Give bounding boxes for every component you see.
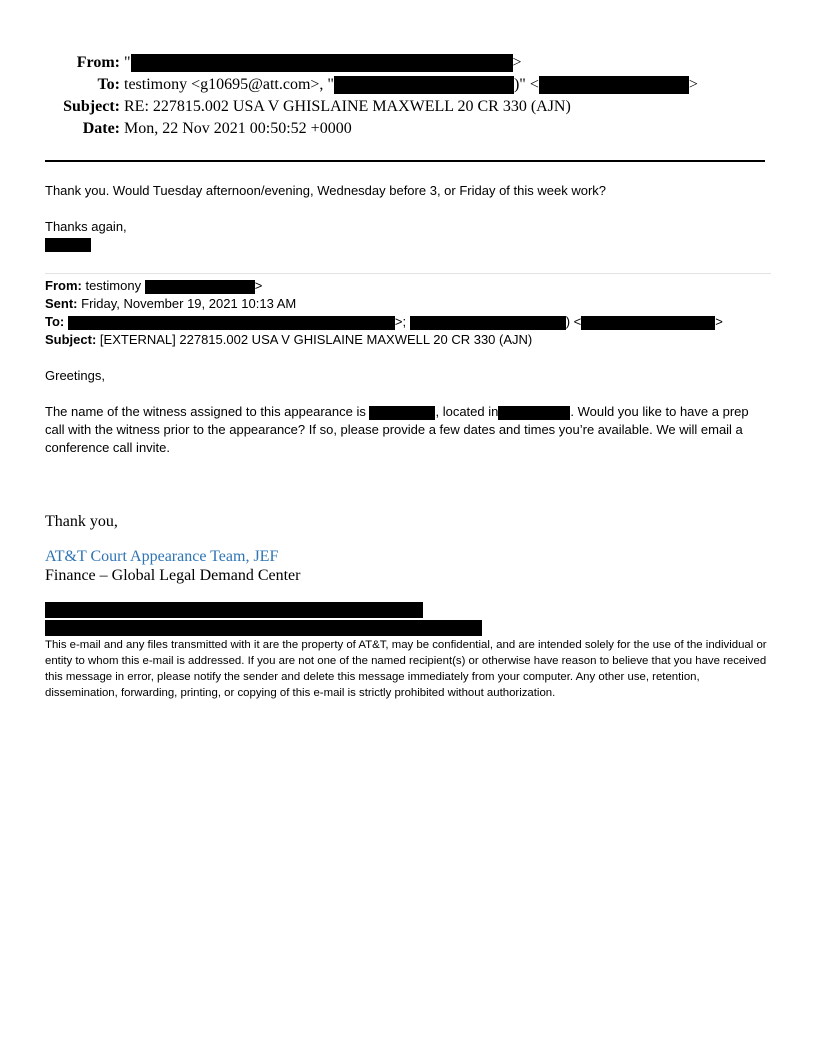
quoted-subject-value: [EXTERNAL] 227815.002 USA V GHISLAINE MAXWELL 20 CR 330 (AJN) — [99, 332, 533, 347]
quote-divider — [45, 273, 771, 274]
quoted-subject-label: Subject: — [45, 332, 97, 347]
redaction-block — [369, 406, 435, 420]
quoted-subject-row — [45, 331, 532, 349]
paragraph-part-3: . Would you like to have a prep call with the witness prior to the appearance? If so, please provide a few dates and times you’re available. We will email a conference call invite. — [45, 404, 749, 455]
signature-redaction — [45, 238, 91, 252]
header-date-row — [0, 119, 352, 139]
quoted-greeting: Greetings, — [45, 368, 105, 383]
header-from-label: From: — [76, 54, 120, 71]
signature-redaction — [45, 602, 423, 618]
header-from-value: " — [124, 54, 131, 71]
header-to-tail: > — [688, 76, 698, 93]
reply-body: Thank you. Would Tuesday afternoon/evening, Wednesday before 3, or Friday of this week work? — [45, 183, 606, 198]
quoted-to-tail: > — [715, 314, 723, 329]
legal-disclaimer: This e-mail and any files transmitted with it are the property of AT&T, may be confidential, and are intended solely for the use of the individual or entity to whom this e-mail is addressed. If you are not one of the named recipient(s) or otherwise have reason to believe that you have received this message in error, please notify the sender and delete this message immediately from your computer. Any other use, retention, dissemination, forwarding, printing, or copying of this e-mail is strictly prohibited without authorization. — [45, 639, 767, 699]
header-from-tail: > — [512, 54, 522, 71]
quoted-sent-row — [45, 295, 296, 313]
quoted-to-sep2: ) < — [565, 314, 582, 329]
header-subject-label: Subject: — [63, 98, 120, 115]
department-name: Finance – Global Legal Demand Center — [45, 567, 301, 584]
quoted-from-row — [45, 277, 262, 295]
team-name: AT&T Court Appearance Team, JEF — [45, 548, 279, 565]
quoted-to-row — [45, 313, 723, 331]
quoted-from-value: testimony — [85, 278, 142, 293]
header-date-value: Mon, 22 Nov 2021 00:50:52 +0000 — [124, 120, 352, 137]
header-to-mid: )" < — [513, 76, 539, 93]
reply-closing: Thanks again, — [45, 219, 127, 234]
header-divider — [45, 160, 765, 162]
quoted-paragraph — [45, 403, 771, 457]
header-date-label: Date: — [82, 120, 120, 137]
redaction-block — [68, 316, 395, 330]
redaction-block — [334, 76, 514, 94]
header-subject-row — [0, 97, 571, 117]
quoted-to-sep1: >; — [394, 314, 407, 329]
paragraph-part-1: The name of the witness assigned to this appearance is — [45, 404, 366, 419]
signature-redaction — [45, 620, 482, 636]
quoted-from-label: From: — [45, 278, 82, 293]
quoted-to-label: To: — [45, 314, 65, 329]
header-to-row — [0, 75, 698, 95]
redaction-block — [131, 54, 513, 72]
thank-you: Thank you, — [45, 513, 118, 530]
quoted-sent-label: Sent: — [45, 296, 78, 311]
quoted-from-tail: > — [254, 278, 263, 293]
quoted-sent-value: Friday, November 19, 2021 10:13 AM — [81, 296, 297, 311]
header-from-row — [0, 53, 522, 73]
header-subject-value: RE: 227815.002 USA V GHISLAINE MAXWELL 20 CR 330 (AJN) — [124, 98, 571, 115]
redaction-block — [498, 406, 570, 420]
header-to-label: To: — [97, 76, 120, 93]
redaction-block — [581, 316, 715, 330]
header-to-value: testimony <g10695@att.com>, " — [124, 76, 334, 93]
paragraph-part-2: , located in — [435, 404, 499, 419]
redaction-block — [410, 316, 566, 330]
redaction-block — [539, 76, 689, 94]
redaction-block — [145, 280, 255, 294]
